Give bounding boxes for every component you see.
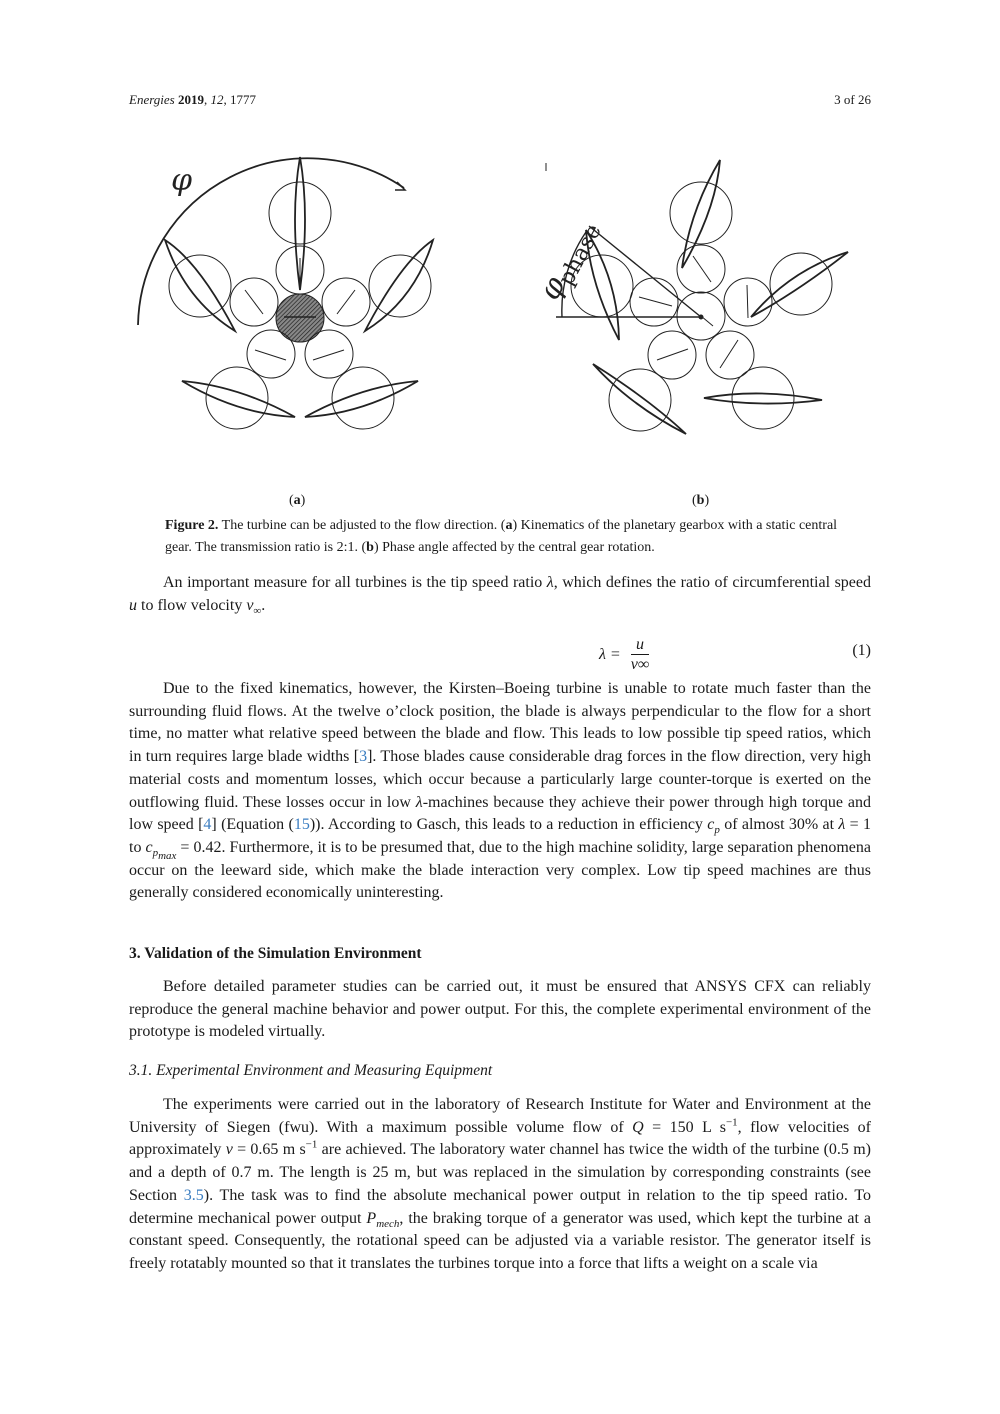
equation-lhs: λ = — [599, 646, 621, 664]
journal-volume: 12 — [210, 92, 224, 107]
central-gear — [276, 294, 324, 342]
journal-year: 2019 — [177, 92, 204, 107]
figure-2b-phase-angle-diagram — [520, 140, 860, 450]
blade — [305, 381, 418, 417]
article-number: 1777 — [229, 92, 256, 107]
caption-label: Figure 2. — [165, 518, 219, 533]
page-number: 3 of 26 — [834, 92, 871, 107]
svg-text:φ: φ — [532, 270, 573, 306]
paragraph-validation: Before detailed parameter studies can be carried out, it must be ensured that ANSYS CFX can reliably reproduce the general machine behavior and power output. For this, the complete experimental environment of the prototype is modeled virtually. — [129, 978, 871, 1041]
phi-phase-symbol — [532, 214, 607, 308]
section-heading-3: 3. Validation of the Simulation Environment — [129, 945, 422, 962]
subfigure-label-a: (a) — [289, 493, 306, 508]
paragraph-kirsten-boeing: Due to the fixed kinematics, however, the Kirsten–Boeing turbine is unable to rotate much faster than the surrounding fluid flows. At the twelve o’clock position, the blade is always perpendicular to the flow for a short time, no matter what relative speed between the blade and flow. This leads to low possible tip speed ratios, which in turn requires large blade widths [3]. Those blades cause considerable drag forces in the flow direction, very high material costs and momentum losses, which occur because a particularly large counter-torque is exerted on the outflowing fluid. These losses occur in low λ-machines because they achieve their power through high torque and low speed [4] (Equation (15)). According to Gasch, this leads to a reduction in efficiency $c_p$ of almost 30% at λ = 1 to $c_{p_{max}} = 0.42$. Furthermore, it is to be presumed that, due to the high machine solidity, large separation phenomena occur on the leeward side, which make the blade interaction very complex. Low tip speed machines are thus generally considered economically uninteresting. — [129, 680, 871, 902]
paragraph-experimental-environment: The experiments were carried out in the laboratory of Research Institute for Water and Environment at the University of Siegen (fwu). With a maximum possible volume flow of Q = 150 L $s^{-1}$, flow velocities of approximately v = 0.65 m $s^{-1}$ are achieved. The laboratory water channel has twice the width of the turbine (0.5 m) and a depth of 0.7 m. The length is 25 m, but was replaced in the simulation by corresponding constraints (see Section 3.5). The task was to find the absolute mechanical power output in relation to the tip speed ratio. To determine mechanical power output $P_{mech}$, the braking torque of a generator was used, which kept the turbine at a constant speed. Consequently, the rotational speed can be adjusted via a variable resistor. The generator itself is freely rotatably mounted so that it translates the turbines torque into a force that lifts a weight on a scale via — [129, 1096, 872, 1272]
equation-fraction: $\frac{u}{v\infty}$ — [630, 636, 650, 673]
blade — [593, 364, 686, 434]
phi-symbol: φ — [171, 163, 193, 198]
reference-link-3[interactable]: 3 — [359, 748, 368, 766]
figure-2a-planetary-gearbox-diagram — [129, 140, 449, 450]
figure-2 — [129, 140, 871, 510]
blade — [704, 393, 822, 403]
paragraph-tip-speed-ratio: An important measure for all turbines is the tip speed ratio λ, which defines the ratio of circumferential speed u to flow velocity $v_\infty$. — [129, 574, 871, 617]
journal-name: Energies — [129, 92, 175, 107]
section-link-3-5[interactable]: 3.5 — [183, 1186, 204, 1204]
running-header-citation: Energies 2019, 12, 1777 — [129, 92, 256, 107]
figure-caption: Figure 2. The turbine can be adjusted to the flow direction. (a) Kinematics of the planetary gearbox with a static central gear. The transmission ratio is 2:1. (b) Phase angle affected by the central gear rotation. — [165, 518, 838, 555]
blade — [751, 252, 848, 317]
blade — [682, 160, 720, 268]
equation-number: (1) — [852, 642, 871, 659]
subfigure-label-b: (b) — [692, 493, 710, 508]
subsection-heading-3-1: 3.1. Experimental Environment and Measuring Equipment — [129, 1062, 493, 1079]
equation-1 — [129, 630, 871, 674]
equation-link-15[interactable]: 15 — [293, 816, 310, 834]
reference-link-4[interactable]: 4 — [203, 816, 212, 834]
svg-text:phase: phase — [553, 220, 607, 290]
blade — [182, 381, 295, 417]
